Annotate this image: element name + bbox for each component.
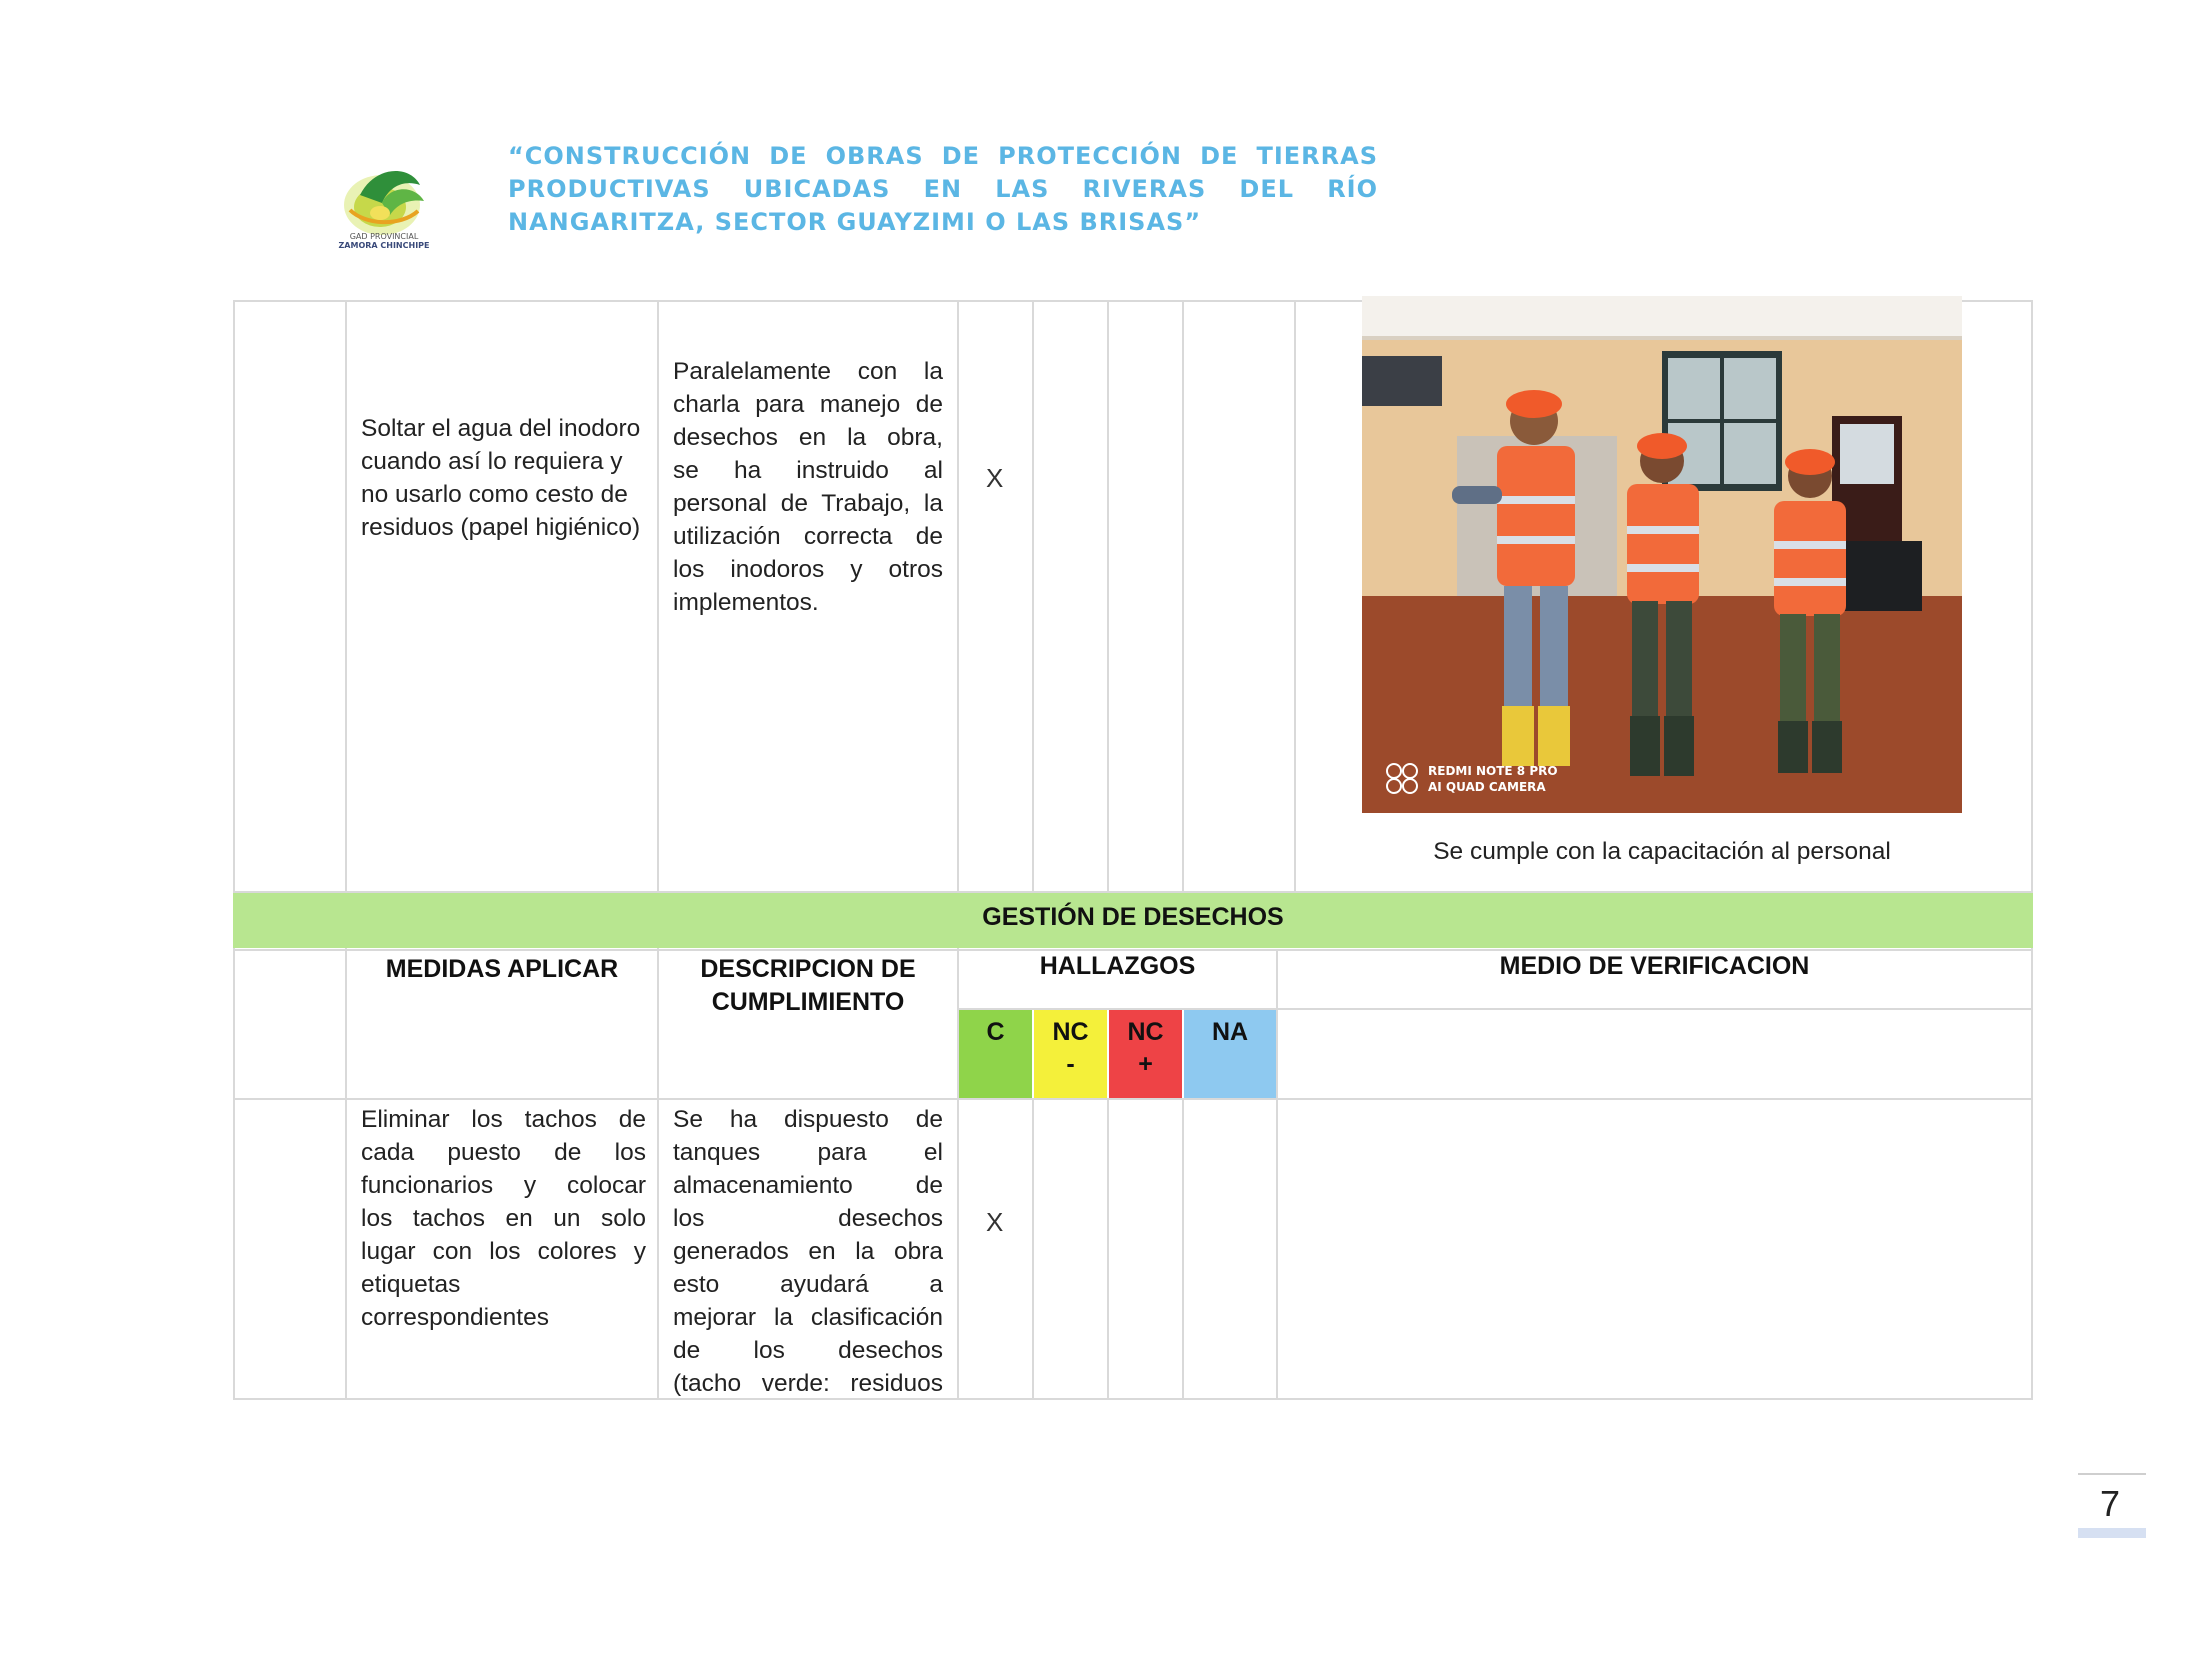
section-title: GESTIÓN DE DESECHOS bbox=[982, 903, 1284, 931]
row1-descripcion bbox=[673, 355, 943, 619]
photo-watermark-line-2: AI QUAD CAMERA bbox=[1428, 780, 1546, 794]
row1-desc-line: charla para manejo de bbox=[673, 391, 943, 418]
col-divider-1 bbox=[345, 300, 347, 1400]
row2-medida-line: lugar con los colores y bbox=[361, 1238, 646, 1265]
page-number: 7 bbox=[2099, 1483, 2121, 1524]
section-band bbox=[233, 893, 2033, 948]
row2-desc-line: tanques para el bbox=[673, 1139, 943, 1166]
col-header-descripcion-line-1: DESCRIPCION DE bbox=[700, 955, 916, 983]
col-header-descripcion bbox=[659, 953, 957, 1019]
swatch-na bbox=[1184, 1010, 1276, 1098]
logo-caption bbox=[322, 232, 446, 250]
row2-medida-line: los tachos en un solo bbox=[361, 1205, 646, 1232]
row1-c-mark: X bbox=[986, 463, 1004, 493]
table-bottom-border bbox=[233, 1398, 2033, 1400]
swatch-na-label: NA bbox=[1211, 1018, 1249, 1046]
swatch-nc-minus-label: NC bbox=[1052, 1018, 1089, 1046]
row1-medida: Soltar el agua del inodoro cuando así lo requiera y no usarlo como cesto de residuos (papel higiénico) bbox=[361, 415, 641, 541]
col-header-hallazgos: HALLAZGOS bbox=[1039, 952, 1196, 980]
row1-desc-line: se ha instruido al bbox=[673, 457, 943, 484]
col-divider-7b bbox=[1276, 949, 1278, 1400]
row2-medida bbox=[361, 1103, 646, 1334]
page-number-rule bbox=[2078, 1473, 2146, 1475]
photo-watermark-line-1: REDMI NOTE 8 PRO bbox=[1428, 764, 1558, 778]
swatch-nc-plus bbox=[1109, 1010, 1182, 1098]
col-divider-2 bbox=[657, 300, 659, 1400]
table-right-border bbox=[2031, 300, 2033, 1400]
col-divider-4b bbox=[1032, 1098, 1034, 1400]
col-header-medio: MEDIO DE VERIFICACION bbox=[1499, 952, 1810, 980]
swatch-nc-minus bbox=[1034, 1010, 1107, 1098]
document-title: “CONSTRUCCIÓN DE OBRAS DE PROTECCIÓN DE TIERRAS PRODUCTIVAS UBICADAS EN LAS RIVERAS DEL RÍO NANGARITZA, SECTOR GUAYZIMI O LAS BRISAS” bbox=[508, 142, 1378, 236]
row2-medida-line: Eliminar los tachos de bbox=[361, 1106, 646, 1133]
row2-c-mark: X bbox=[986, 1207, 1004, 1237]
logo-caption-line-1: GAD PROVINCIAL bbox=[349, 232, 419, 241]
col-divider-6 bbox=[1182, 300, 1184, 893]
row2-desc-line: de los desechos bbox=[673, 1337, 943, 1364]
col-divider-6b bbox=[1182, 1098, 1184, 1400]
swatch-c-label: C bbox=[986, 1018, 1005, 1046]
logo-caption-line-2: ZAMORA CHINCHIPE bbox=[338, 241, 430, 250]
swatch-nc-minus-sign: - bbox=[1066, 1050, 1075, 1078]
row2-medida-line: cada puesto de los bbox=[361, 1139, 646, 1166]
col-header-descripcion-line-2: CUMPLIMIENTO bbox=[711, 988, 905, 1016]
row2-medida-line: etiquetas bbox=[361, 1271, 461, 1298]
swatch-nc-plus-label: NC bbox=[1127, 1018, 1164, 1046]
row2-desc-line: Se ha dispuesto de bbox=[673, 1106, 943, 1133]
row1-desc-line: utilización correcta de bbox=[673, 523, 943, 550]
col-divider-4 bbox=[1032, 300, 1034, 893]
col-divider-5 bbox=[1107, 300, 1109, 893]
row2-desc-line: los desechos bbox=[673, 1205, 943, 1232]
row2-desc-line: almacenamiento de bbox=[673, 1172, 943, 1199]
header-bottom-border bbox=[233, 1098, 2033, 1100]
swatch-nc-plus-sign: + bbox=[1138, 1050, 1153, 1078]
row2-medida-line: funcionarios y colocar bbox=[361, 1172, 646, 1199]
row1-desc-line: Paralelamente con la bbox=[673, 358, 943, 385]
row2-descripcion bbox=[673, 1103, 943, 1400]
workers-photo bbox=[1362, 296, 1962, 813]
row2-desc-line: (tacho verde: residuos bbox=[673, 1370, 943, 1397]
col-divider-7 bbox=[1294, 300, 1296, 893]
page-number-bar bbox=[2078, 1528, 2146, 1538]
row1-desc-line: los inodoros y otros bbox=[673, 556, 943, 583]
row1-desc-line: personal de Trabajo, la bbox=[673, 490, 943, 517]
row2-desc-line: mejorar la clasificación bbox=[673, 1304, 943, 1331]
row1-desc-line: implementos. bbox=[673, 589, 819, 616]
col-divider-5b bbox=[1107, 1098, 1109, 1400]
table-left-border bbox=[233, 300, 235, 1400]
swatch-c bbox=[959, 1010, 1032, 1098]
row2-desc-line: generados en la obra bbox=[673, 1238, 943, 1265]
row2-desc-line: esto ayudará a bbox=[673, 1271, 943, 1298]
col-header-medidas: MEDIDAS APLICAR bbox=[385, 955, 619, 983]
col-divider-3 bbox=[957, 300, 959, 1400]
row2-medida-line: correspondientes bbox=[361, 1304, 549, 1331]
photo-caption: Se cumple con la capacitación al personal bbox=[1433, 838, 1891, 865]
row1-desc-line: desechos en la obra, bbox=[673, 424, 943, 451]
